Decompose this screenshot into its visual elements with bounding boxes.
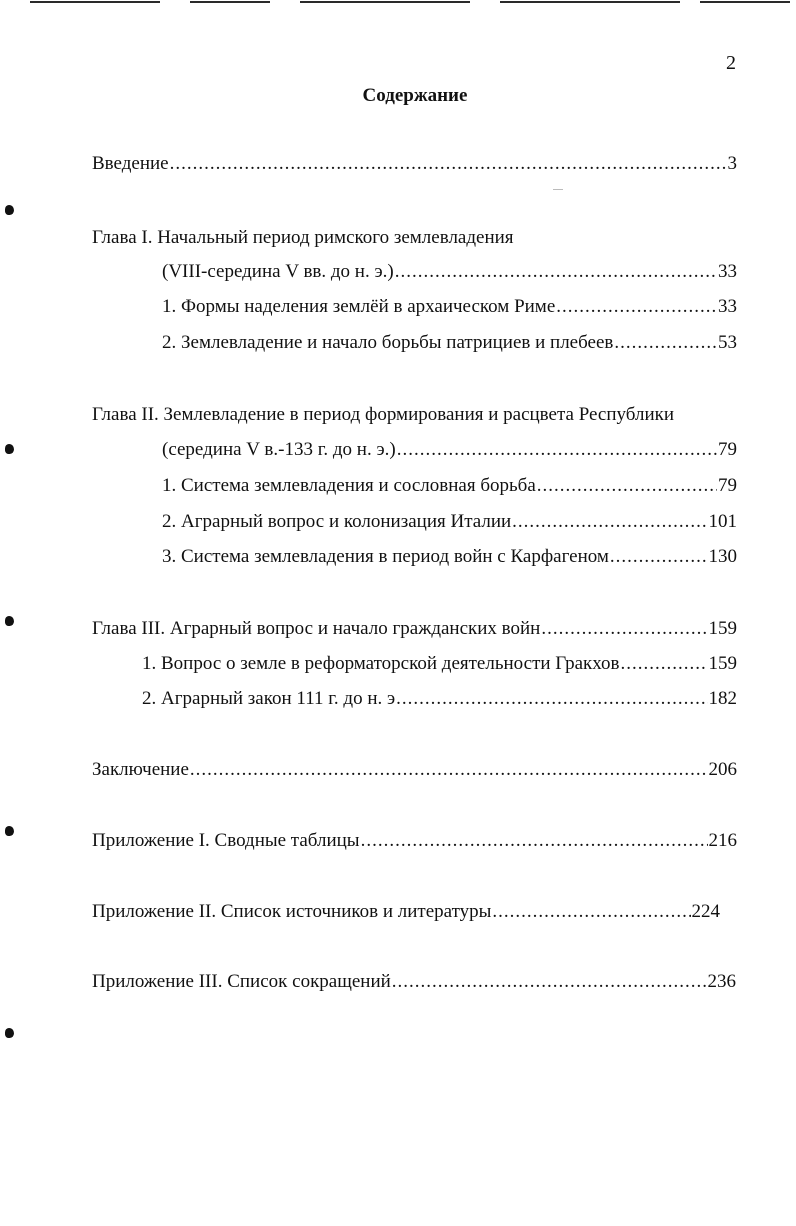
toc-entry-label: 2. Аграрный вопрос и колонизация Италии <box>162 511 512 532</box>
toc-entry-page: 236 <box>707 971 736 992</box>
dot-leader <box>512 510 707 534</box>
toc-entry-page: 3 <box>727 153 737 174</box>
toc-entry-label: 1. Вопрос о земле в реформаторской деятельности Гракхов <box>142 653 620 674</box>
toc-chapter3-section-1[interactable] <box>142 652 737 676</box>
dot-leader <box>170 152 727 176</box>
toc-entry-appendix-3[interactable] <box>92 970 736 994</box>
dot-leader <box>621 652 708 676</box>
scan-edge-mark <box>700 1 790 3</box>
toc-entry-page: 33 <box>718 261 737 282</box>
toc-entry-page: 33 <box>718 296 737 317</box>
page-title: Содержание <box>362 85 468 106</box>
dot-leader <box>190 758 708 782</box>
dot-leader <box>610 545 708 569</box>
binding-mark <box>5 205 14 215</box>
scan-edge-mark <box>500 1 680 3</box>
dot-leader <box>537 474 717 498</box>
binding-mark <box>5 826 14 836</box>
toc-chapter2-subtitle[interactable] <box>162 438 737 462</box>
toc-entry-appendix-1[interactable] <box>92 829 737 853</box>
toc-entry-label: Приложение III. Список сокращений <box>92 971 391 992</box>
toc-chapter1-section-1[interactable] <box>162 295 737 319</box>
dot-leader <box>397 438 717 462</box>
binding-mark <box>5 1028 14 1038</box>
dot-leader <box>395 260 717 284</box>
toc-entry-label: Глава III. Аграрный вопрос и начало гражданских войн <box>92 618 541 639</box>
toc-entry-page: 206 <box>708 759 737 780</box>
toc-entry-intro[interactable] <box>92 152 737 176</box>
binding-mark <box>5 616 14 626</box>
toc-entry-label: 2. Землевладение и начало борьбы патрициев и плебеев <box>162 332 614 353</box>
toc-entry-label: Заключение <box>92 759 189 780</box>
toc-entry-page: 159 <box>708 618 737 639</box>
dot-leader <box>614 331 717 355</box>
toc-chapter1-heading[interactable]: Глава I. Начальный период римского землевладения <box>92 227 514 248</box>
toc-entry-label: (VIII-середина V вв. до н. э.) <box>162 261 394 282</box>
toc-chapter3-heading[interactable] <box>92 617 737 641</box>
toc-entry-page: 182 <box>708 688 737 709</box>
scan-edge-mark <box>300 1 470 3</box>
toc-entry-label: 2. Аграрный закон 111 г. до н. э <box>142 688 396 709</box>
scan-edge-mark <box>190 1 270 3</box>
dot-leader <box>556 295 717 319</box>
toc-entry-page: 53 <box>718 332 737 353</box>
toc-entry-page: 101 <box>708 511 737 532</box>
dot-leader <box>392 970 707 994</box>
scan-top-edge <box>0 1 796 5</box>
dot-leader <box>492 900 690 924</box>
toc-entry-conclusion[interactable] <box>92 758 737 782</box>
dot-leader <box>396 687 707 711</box>
toc-chapter2-section-2[interactable] <box>162 510 737 534</box>
toc-entry-label: Введение <box>92 153 169 174</box>
toc-chapter1-subtitle[interactable] <box>162 260 737 284</box>
toc-chapter2-section-1[interactable] <box>162 474 737 498</box>
toc-entry-page: 130 <box>708 546 737 567</box>
toc-entry-page: 224 <box>691 901 720 922</box>
toc-entry-label: Приложение II. Список источников и литературы <box>92 901 492 922</box>
page-number: 2 <box>726 52 736 74</box>
binding-mark <box>5 444 14 454</box>
toc-entry-label: 1. Система землевладения и сословная борьба <box>162 475 536 496</box>
scan-edge-mark <box>30 1 160 3</box>
toc-entry-label: 3. Система землевладения в период войн с Карфагеном <box>162 546 609 567</box>
toc-entry-page: 79 <box>718 439 737 460</box>
toc-entry-appendix-2[interactable] <box>92 900 720 924</box>
toc-chapter3-section-2[interactable] <box>142 687 737 711</box>
toc-chapter1-section-2[interactable] <box>162 331 737 355</box>
toc-entry-label: Приложение I. Сводные таблицы <box>92 830 360 851</box>
toc-chapter2-heading[interactable]: Глава II. Землевладение в период формирования и расцвета Республики <box>92 404 675 425</box>
toc-entry-page: 159 <box>708 653 737 674</box>
scan-speck <box>553 189 563 190</box>
dot-leader <box>541 617 707 641</box>
dot-leader <box>361 829 708 853</box>
toc-chapter2-section-3[interactable] <box>162 545 737 569</box>
toc-entry-label: 1. Формы наделения землёй в архаическом Риме <box>162 296 556 317</box>
toc-entry-label: (середина V в.-133 г. до н. э.) <box>162 439 396 460</box>
toc-entry-page: 216 <box>708 830 737 851</box>
toc-entry-page: 79 <box>718 475 737 496</box>
